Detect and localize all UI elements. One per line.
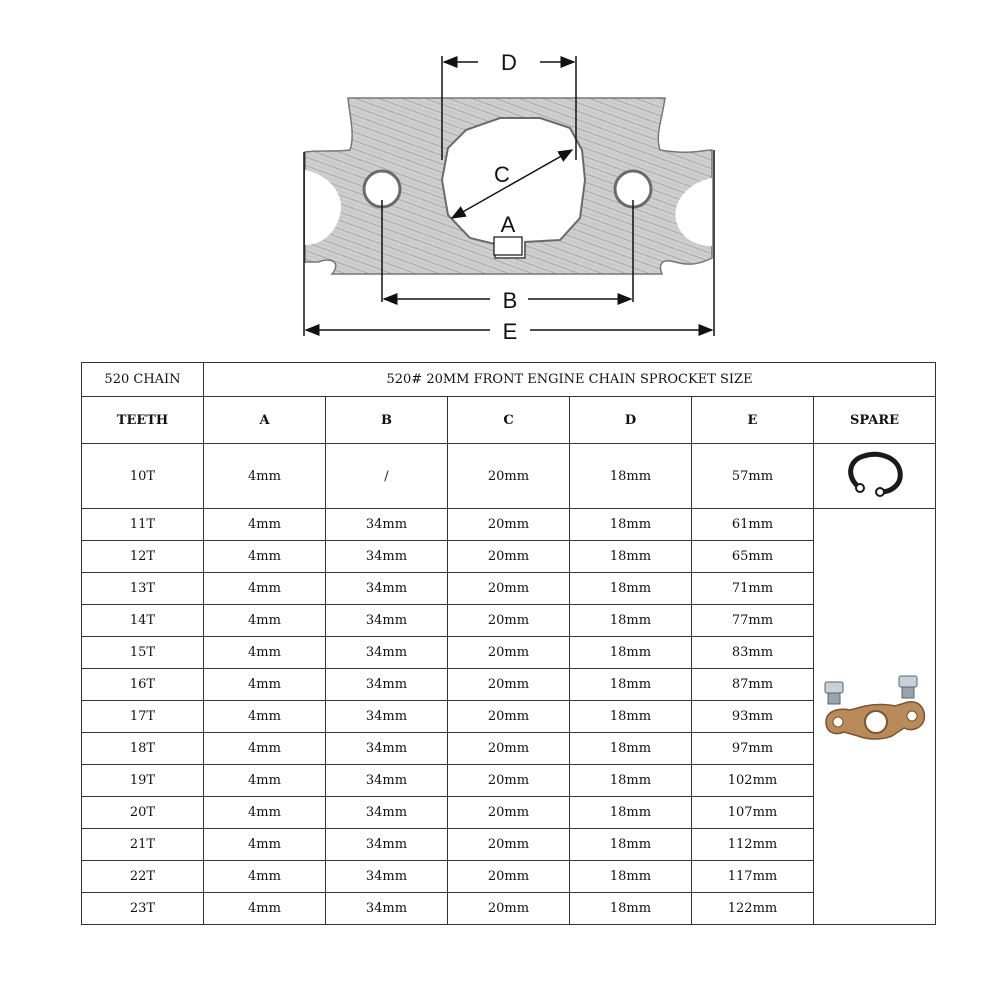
a-cell: 4mm [204, 541, 326, 573]
c-cell: 20mm [448, 669, 570, 701]
a-cell: 4mm [204, 605, 326, 637]
teeth-cell: 18T [82, 733, 204, 765]
d-cell: 18mm [570, 444, 692, 509]
e-cell: 107mm [692, 797, 814, 829]
label-c: C [494, 162, 510, 187]
d-cell: 18mm [570, 765, 692, 797]
b-cell: 34mm [326, 541, 448, 573]
table-row [82, 701, 936, 733]
bolt-icon [899, 676, 917, 698]
e-cell: 97mm [692, 733, 814, 765]
c-cell: 20mm [448, 573, 570, 605]
b-cell: 34mm [326, 573, 448, 605]
sprocket-dimension-diagram [0, 0, 1000, 360]
teeth-cell: 23T [82, 893, 204, 925]
b-cell: 34mm [326, 509, 448, 541]
b-cell: / [326, 444, 448, 509]
d-cell: 18mm [570, 605, 692, 637]
e-cell: 71mm [692, 573, 814, 605]
b-cell: 34mm [326, 669, 448, 701]
table-row [82, 829, 936, 861]
c-cell: 20mm [448, 605, 570, 637]
b-cell: 34mm [326, 637, 448, 669]
e-cell: 102mm [692, 765, 814, 797]
a-cell: 4mm [204, 701, 326, 733]
e-cell: 93mm [692, 701, 814, 733]
teeth-cell: 16T [82, 669, 204, 701]
c-cell: 20mm [448, 797, 570, 829]
retainer-plate-with-bolts-icon [820, 670, 930, 760]
a-cell: 4mm [204, 444, 326, 509]
b-cell: 34mm [326, 765, 448, 797]
table-row [82, 669, 936, 701]
c-cell: 20mm [448, 509, 570, 541]
table-row [82, 541, 936, 573]
c-cell: 20mm [448, 637, 570, 669]
e-cell: 61mm [692, 509, 814, 541]
spec-table [81, 362, 936, 925]
b-cell: 34mm [326, 829, 448, 861]
table-row [82, 605, 936, 637]
teeth-cell: 11T [82, 509, 204, 541]
c-cell: 20mm [448, 765, 570, 797]
teeth-cell: 21T [82, 829, 204, 861]
label-a: A [500, 212, 516, 237]
e-cell: 117mm [692, 861, 814, 893]
header-a: A [204, 397, 326, 444]
c-cell: 20mm [448, 829, 570, 861]
d-cell: 18mm [570, 541, 692, 573]
b-cell: 34mm [326, 893, 448, 925]
a-cell: 4mm [204, 733, 326, 765]
bolt-icon [825, 682, 843, 704]
chain-type-cell: 520 CHAIN [82, 363, 204, 397]
b-cell: 34mm [326, 605, 448, 637]
table-row [82, 573, 936, 605]
a-cell: 4mm [204, 797, 326, 829]
label-e: E [502, 319, 518, 344]
teeth-cell: 22T [82, 861, 204, 893]
table-row [82, 509, 936, 541]
c-cell: 20mm [448, 733, 570, 765]
teeth-cell: 19T [82, 765, 204, 797]
c-cell: 20mm [448, 444, 570, 509]
teeth-cell: 20T [82, 797, 204, 829]
table-row [82, 637, 936, 669]
header-b: B [326, 397, 448, 444]
spare-circlip-cell [814, 444, 936, 509]
teeth-cell: 13T [82, 573, 204, 605]
d-cell: 18mm [570, 861, 692, 893]
table-title-row [82, 363, 936, 397]
e-cell: 65mm [692, 541, 814, 573]
header-teeth: TEETH [82, 397, 204, 444]
header-e: E [692, 397, 814, 444]
header-spare: SPARE [814, 397, 936, 444]
label-d: D [501, 50, 517, 75]
e-cell: 57mm [692, 444, 814, 509]
b-cell: 34mm [326, 733, 448, 765]
d-cell: 18mm [570, 829, 692, 861]
table-row [82, 797, 936, 829]
d-cell: 18mm [570, 637, 692, 669]
d-cell: 18mm [570, 733, 692, 765]
c-cell: 20mm [448, 701, 570, 733]
teeth-cell: 15T [82, 637, 204, 669]
a-cell: 4mm [204, 669, 326, 701]
b-cell: 34mm [326, 861, 448, 893]
table-row [82, 444, 936, 509]
teeth-cell: 14T [82, 605, 204, 637]
d-cell: 18mm [570, 573, 692, 605]
b-cell: 34mm [326, 797, 448, 829]
d-cell: 18mm [570, 669, 692, 701]
a-cell: 4mm [204, 861, 326, 893]
a-cell: 4mm [204, 573, 326, 605]
teeth-cell: 10T [82, 444, 204, 509]
d-cell: 18mm [570, 509, 692, 541]
e-cell: 77mm [692, 605, 814, 637]
header-row [82, 397, 936, 444]
a-cell: 4mm [204, 829, 326, 861]
teeth-cell: 17T [82, 701, 204, 733]
a-cell: 4mm [204, 765, 326, 797]
header-d: D [570, 397, 692, 444]
teeth-cell: 12T [82, 541, 204, 573]
header-c: C [448, 397, 570, 444]
table-row [82, 861, 936, 893]
c-cell: 20mm [448, 893, 570, 925]
b-cell: 34mm [326, 701, 448, 733]
e-cell: 122mm [692, 893, 814, 925]
a-cell: 4mm [204, 509, 326, 541]
label-b: B [502, 288, 518, 313]
d-cell: 18mm [570, 893, 692, 925]
c-cell: 20mm [448, 861, 570, 893]
e-cell: 87mm [692, 669, 814, 701]
a-cell: 4mm [204, 637, 326, 669]
table-row [82, 733, 936, 765]
e-cell: 83mm [692, 637, 814, 669]
table-title: 520# 20MM FRONT ENGINE CHAIN SPROCKET SIZE [204, 363, 936, 397]
spare-plate-cell [814, 509, 936, 925]
d-cell: 18mm [570, 701, 692, 733]
table-row [82, 893, 936, 925]
circlip-ring-icon [840, 448, 910, 500]
d-cell: 18mm [570, 797, 692, 829]
c-cell: 20mm [448, 541, 570, 573]
e-cell: 112mm [692, 829, 814, 861]
a-cell: 4mm [204, 893, 326, 925]
table-row [82, 765, 936, 797]
